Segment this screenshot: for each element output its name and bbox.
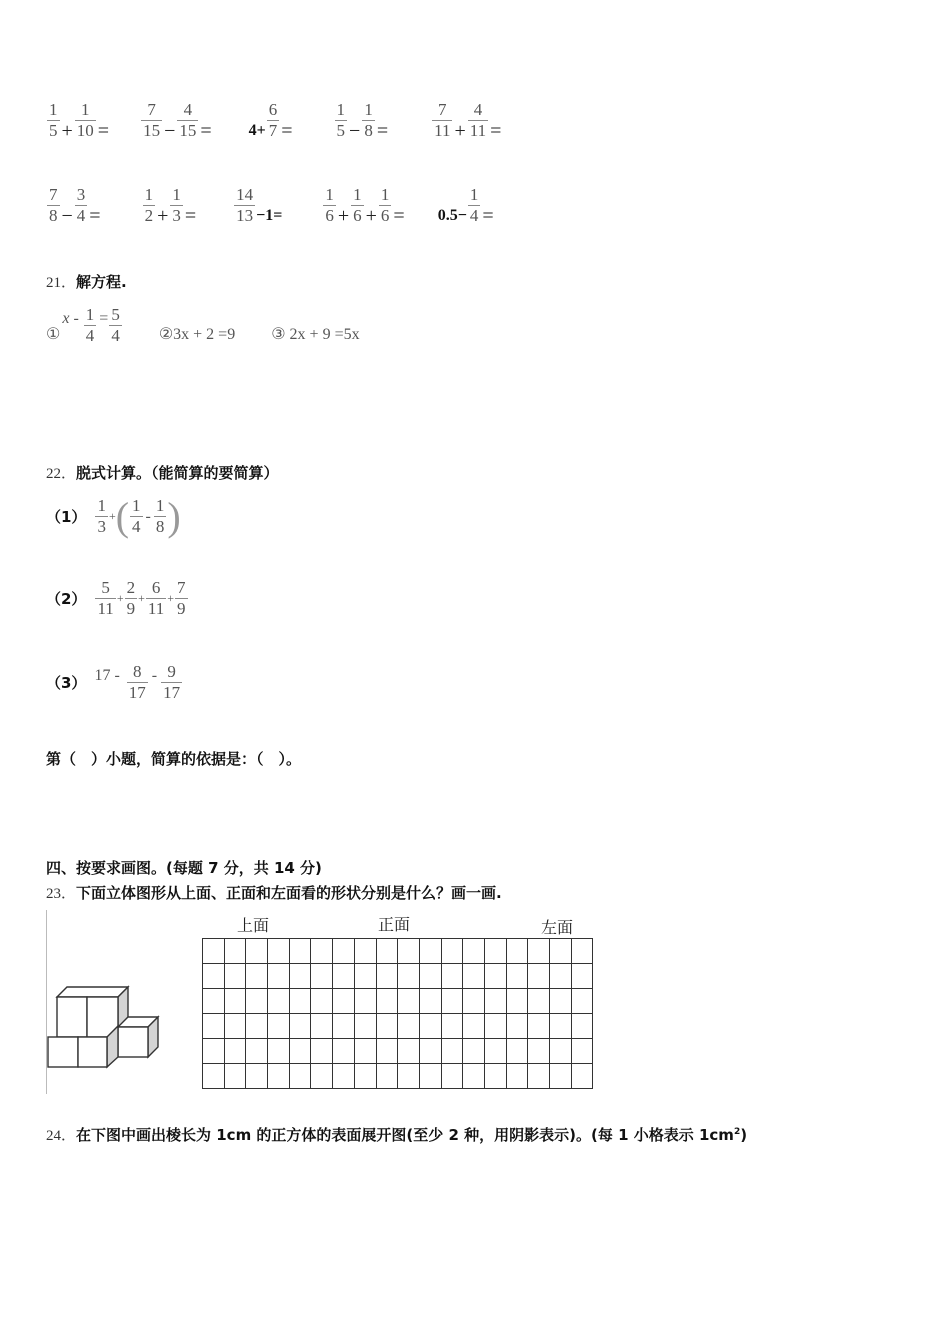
quick-calc-row-1 [46, 100, 502, 141]
grid-cell[interactable] [550, 1039, 572, 1064]
grid-cell[interactable] [224, 1039, 246, 1064]
quick-calc-item [46, 185, 102, 226]
grid-cell[interactable] [441, 1064, 463, 1089]
grid-cell[interactable] [289, 939, 311, 964]
label-top-view: 上面 [237, 916, 270, 935]
grid-cell[interactable] [419, 1064, 441, 1089]
grid-cell[interactable] [441, 1039, 463, 1064]
operator: + [337, 205, 350, 227]
q24-superscript: 2 [733, 1127, 741, 1137]
grid-cell[interactable] [506, 939, 528, 964]
fraction: $\frac{1}{6}$ [380, 185, 390, 225]
grid-cell[interactable] [398, 989, 420, 1014]
quick-calc-item [249, 100, 294, 141]
quick-calc-item [431, 100, 502, 141]
cube-stack-figure [46, 983, 161, 1069]
grid-cell[interactable] [354, 1064, 376, 1089]
grid-cell[interactable] [463, 989, 485, 1014]
q24-close-paren: ) [740, 1126, 748, 1144]
label-left-view: 左面 [541, 918, 574, 937]
grid-cell[interactable] [246, 964, 268, 989]
grid-cell[interactable] [484, 989, 506, 1014]
grid-cell[interactable] [376, 1014, 398, 1039]
fraction: $\frac{1}{6}$ [325, 185, 334, 225]
quick-calc-item [334, 100, 390, 141]
section-4-title: 四、按要求画图。(每题 7 分，共 14 分) [46, 859, 322, 877]
grid-cell[interactable] [289, 964, 311, 989]
fraction: $\frac{7}{8}$ [49, 185, 58, 225]
equation-3: ③ 2x + 9 =5x [271, 326, 360, 343]
grid-cell[interactable] [268, 939, 290, 964]
grid-cell[interactable] [203, 1064, 225, 1089]
quick-calc-row-2 [46, 185, 495, 226]
grid-cell[interactable] [441, 989, 463, 1014]
operator: − [349, 120, 361, 142]
grid-cell[interactable] [528, 1014, 550, 1039]
p1-label: （1） [46, 508, 87, 526]
fraction: $\frac{1}{5}$ [49, 100, 58, 140]
operator: − [61, 205, 73, 227]
fraction: $\frac{14}{13}$ [236, 185, 254, 225]
grid-cell[interactable] [333, 939, 355, 964]
grid-cell[interactable] [528, 964, 550, 989]
grid-cell[interactable] [506, 1064, 528, 1089]
grid-cell[interactable] [289, 1064, 311, 1089]
fraction: $\frac{1}{8}$ [364, 100, 373, 140]
label-front-view: 正面 [378, 915, 411, 934]
grid-cell[interactable] [268, 964, 290, 989]
q22-problem-2: （2） $\frac{5}{11}$ + $\frac{2}{9}$ + $\frac{6}{11}$ + $\frac{7}{9}$ [46, 578, 186, 618]
q21-heading [46, 271, 127, 292]
grid-cell[interactable] [246, 989, 268, 1014]
grid-cell[interactable] [463, 1014, 485, 1039]
grid-cell[interactable] [419, 1039, 441, 1064]
grid-cell[interactable] [463, 1064, 485, 1089]
quick-calc-item [46, 100, 110, 141]
quick-calc-item [322, 185, 405, 226]
grid-cell[interactable] [354, 989, 376, 1014]
operator: = [200, 120, 212, 142]
grid-cell[interactable] [203, 1014, 225, 1039]
grid-cell[interactable] [441, 964, 463, 989]
grid-cell[interactable] [571, 1064, 593, 1089]
q22-title: 脱式计算。（能简算的要简算） [76, 464, 279, 482]
grid-cell[interactable] [571, 989, 593, 1014]
operator: = [184, 205, 197, 227]
fraction: $\frac{1}{2}$ [144, 185, 154, 225]
q22-heading [46, 462, 279, 483]
grid-cell[interactable] [289, 1014, 311, 1039]
bold-term: 0.5− [437, 207, 467, 224]
grid-cell[interactable] [550, 939, 572, 964]
grid-table[interactable] [202, 938, 593, 1089]
quick-calc-item [140, 100, 213, 141]
operator: = [89, 205, 101, 227]
grid-cell[interactable] [550, 1064, 572, 1089]
quick-calc-item [233, 185, 282, 226]
grid-cell[interactable] [268, 1039, 290, 1064]
grid-cell[interactable] [246, 1064, 268, 1089]
quick-calc-item [142, 185, 198, 226]
grid-cell[interactable] [224, 989, 246, 1014]
grid-cell[interactable] [203, 939, 225, 964]
grid-cell[interactable] [571, 964, 593, 989]
grid-cell[interactable] [528, 1064, 550, 1089]
grid-cell[interactable] [224, 1014, 246, 1039]
grid-cell[interactable] [419, 1014, 441, 1039]
grid-cell[interactable] [354, 1039, 376, 1064]
operator: = [482, 205, 494, 227]
grid-cell[interactable] [268, 1064, 290, 1089]
grid-cell[interactable] [398, 1014, 420, 1039]
fraction: $\frac{1}{5}$ [336, 100, 346, 140]
grid-cell[interactable] [376, 964, 398, 989]
fraction: $\frac{1}{3}$ [172, 185, 181, 225]
operator: = [393, 205, 405, 227]
grid-cell[interactable] [333, 964, 355, 989]
operator: + [61, 120, 73, 142]
q23-heading [46, 882, 502, 903]
fraction: $\frac{4}{15}$ [179, 100, 197, 140]
p3-label: （3） [46, 674, 87, 692]
fraction: $\frac{3}{4}$ [76, 185, 86, 225]
q24-number: 24． [46, 1128, 77, 1144]
fraction: $\frac{1}{10}$ [76, 100, 94, 140]
q22-problem-3: （3） 17 - $\frac{8}{17}$ - $\frac{9}{17}$ [46, 662, 181, 702]
operator: = [490, 120, 502, 142]
grid-cell[interactable] [441, 939, 463, 964]
q22-note: 第（ ）小题，简算的依据是：（ ）。 [46, 750, 302, 768]
grid-cell[interactable] [484, 1039, 506, 1064]
fraction: $\frac{1}{6}$ [353, 185, 362, 225]
grid-cell[interactable] [528, 1039, 550, 1064]
grid-cell[interactable] [484, 964, 506, 989]
grid-cell[interactable] [311, 989, 333, 1014]
grid-cell[interactable] [376, 1064, 398, 1089]
eq1-fraction-2: $\frac{5}{4}$ [111, 305, 120, 345]
grid-cell[interactable] [484, 1064, 506, 1089]
grid-cell[interactable] [484, 1014, 506, 1039]
grid-cell[interactable] [550, 1014, 572, 1039]
grid-cell[interactable] [224, 964, 246, 989]
grid-cell[interactable] [333, 1039, 355, 1064]
q23-number: 23． [46, 886, 77, 902]
grid-cell[interactable] [398, 964, 420, 989]
grid-cell[interactable] [311, 939, 333, 964]
grid-cell[interactable] [203, 1039, 225, 1064]
equation-2: ②3x + 2 =9 [158, 326, 236, 343]
fraction: $\frac{7}{15}$ [143, 100, 161, 140]
q23-title: 下面立体图形从上面、正面和左面看的形状分别是什么？画一画. [76, 884, 502, 902]
q24-title: 在下图中画出棱长为 1cm 的正方体的表面展开图(至少 2 种，用阴影表示)。(每 1 小格表示 1cm [76, 1126, 734, 1144]
eq1-equals: = [99, 309, 109, 327]
grid-cell[interactable] [311, 1014, 333, 1039]
grid-cell[interactable] [311, 1039, 333, 1064]
fraction: $\frac{7}{11}$ [434, 100, 451, 140]
grid-cell[interactable] [311, 1064, 333, 1089]
grid-cell[interactable] [484, 939, 506, 964]
q24-heading [46, 1124, 747, 1145]
operator: + [454, 120, 466, 142]
grid-cell[interactable] [398, 1064, 420, 1089]
grid-cell[interactable] [506, 989, 528, 1014]
q22-number: 22． [46, 466, 77, 482]
grid-cell[interactable] [354, 964, 376, 989]
q21-number: 21． [46, 275, 77, 291]
grid-cell[interactable] [246, 939, 268, 964]
grid-cell[interactable] [289, 1039, 311, 1064]
grid-cell[interactable] [441, 1014, 463, 1039]
grid-cell[interactable] [311, 964, 333, 989]
grid-cell[interactable] [354, 939, 376, 964]
operator: + [365, 205, 377, 227]
grid-cell[interactable] [203, 964, 225, 989]
operator: = [281, 120, 293, 142]
grid-cell[interactable] [550, 989, 572, 1014]
grid-cell[interactable] [333, 1064, 355, 1089]
fraction: $\frac{4}{11}$ [469, 100, 487, 140]
grid-cell[interactable] [376, 1039, 398, 1064]
grid-cell[interactable] [419, 964, 441, 989]
operator: − [164, 120, 176, 142]
grid-cell[interactable] [528, 939, 550, 964]
grid-cell[interactable] [550, 964, 572, 989]
eq1-x: x - [62, 309, 79, 327]
q21-title: 解方程. [76, 273, 127, 291]
quick-calc-item [438, 185, 495, 226]
grid-cell[interactable] [224, 939, 246, 964]
grid-cell[interactable] [463, 1039, 485, 1064]
grid-cell[interactable] [571, 1014, 593, 1039]
grid-cell[interactable] [506, 964, 528, 989]
grid-cell[interactable] [289, 989, 311, 1014]
drawing-grid[interactable] [202, 938, 593, 1089]
grid-cell[interactable] [506, 1039, 528, 1064]
grid-cell[interactable] [246, 1014, 268, 1039]
eq1-label: ① [46, 326, 61, 343]
q22-problem-1: （1） $\frac{1}{3}$ + ( $\frac{1}{4}$ - $\frac{1}{8}$ ) [46, 493, 181, 539]
grid-cell[interactable] [463, 964, 485, 989]
operator: + [157, 205, 169, 227]
eq1-fraction-1: $\frac{1}{4}$ [85, 305, 95, 345]
grid-cell[interactable] [354, 1014, 376, 1039]
grid-cell[interactable] [398, 939, 420, 964]
grid-cell[interactable] [376, 989, 398, 1014]
grid-cell[interactable] [528, 989, 550, 1014]
grid-cell[interactable] [268, 989, 290, 1014]
grid-cell[interactable] [506, 1014, 528, 1039]
q21-equations [46, 305, 360, 346]
bold-term: −1= [256, 207, 283, 224]
grid-cell[interactable] [463, 939, 485, 964]
grid-cell[interactable] [268, 1014, 290, 1039]
grid-cell[interactable] [571, 1039, 593, 1064]
grid-cell[interactable] [571, 939, 593, 964]
grid-cell[interactable] [246, 1039, 268, 1064]
grid-cell[interactable] [376, 939, 398, 964]
p2-label: （2） [46, 590, 87, 608]
bold-term: 4+ [248, 122, 266, 139]
grid-cell[interactable] [333, 1014, 355, 1039]
grid-cell[interactable] [333, 989, 355, 1014]
grid-cell[interactable] [419, 939, 441, 964]
fraction: $\frac{6}{7}$ [268, 100, 278, 140]
operator: = [97, 120, 110, 142]
grid-cell[interactable] [224, 1064, 246, 1089]
grid-cell[interactable] [419, 989, 441, 1014]
fraction: $\frac{1}{4}$ [469, 185, 479, 225]
grid-cell[interactable] [398, 1039, 420, 1064]
operator: = [376, 120, 389, 142]
grid-cell[interactable] [203, 989, 225, 1014]
